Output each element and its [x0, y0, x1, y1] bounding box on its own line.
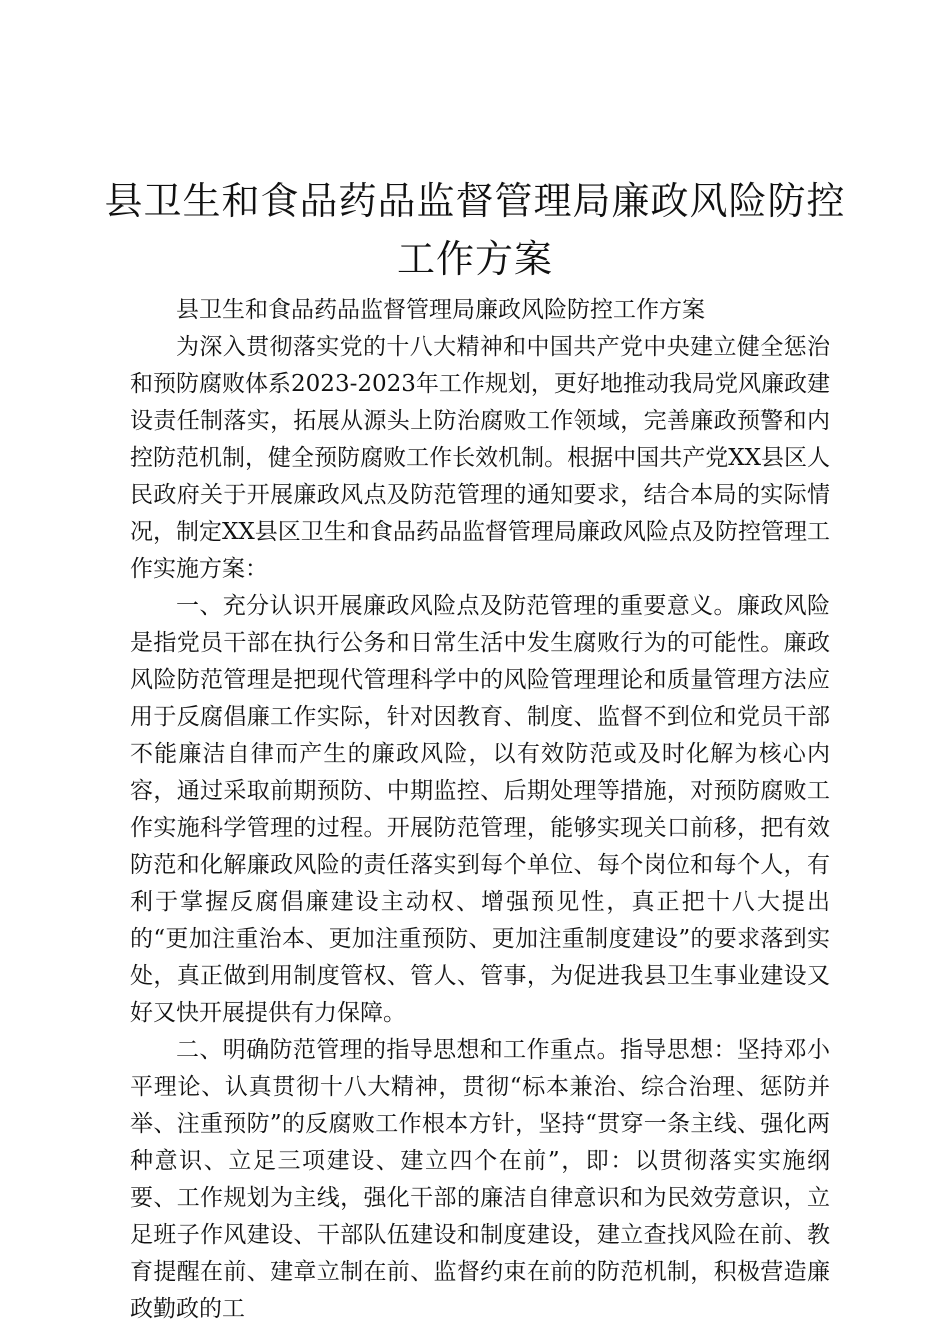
document-body	[130, 292, 830, 1328]
document-title: 县卫生和食品药品监督管理局廉政风险防控工作方案	[104, 179, 846, 281]
paragraph-subtitle: 县卫生和食品药品监督管理局廉政风险防控工作方案	[176, 297, 705, 323]
paragraph-section-1: 一、充分认识开展廉政风险点及防范管理的重要意义。廉政风险是指党员干部在执行公务和日常生活中发生腐败行为的可能性。廉政风险防范管理是把现代管理科学中的风险管理理论和质量管理方法应用于反腐倡廉工作实际，针对因教育、制度、监督不到位和党员干部不能廉洁自律而产生的廉政风险，以有效防范或及时化解为核心内容，通过采取前期预防、中期监控、后期处理等措施，对预防腐败工作实施科学管理的过程。开展防范管理，能够实现关口前移，把有效防范和化解廉政风险的责任落实到每个单位、每个岗位和每个人，有利于掌握反腐倡廉建设主动权、增强预见性，真正把十八大提出的“更加注重治本、更加注重预防、更加注重制度建设”的要求落到实处，真正做到用制度管权、管人、管事，为促进我县卫生事业建设又好又快开展提供有力保障。	[130, 593, 830, 1026]
paragraph-section-2: 二、明确防范管理的指导思想和工作重点。指导思想：坚持邓小平理论、认真贯彻十八大精神，贯彻“标本兼治、综合治理、惩防并举、注重预防”的反腐败工作根本方针，坚持“贯穿一条主线、强化两种意识、立足三项建设、建立四个在前”，即：以贯彻落实实施纲要、工作规划为主线，强化干部的廉洁自律意识和为民效劳意识，立足班子作风建设、干部队伍建设和制度建设，建立查找风险在前、教育提醒在前、建章立制在前、监督约束在前的防范机制，积极营造廉政勤政的工	[130, 1037, 830, 1322]
paragraph-intro: 为深入贯彻落实党的十八大精神和中国共产党中央建立健全惩治和预防腐败体系2023-2023年工作规划，更好地推动我局党风廉政建设责任制落实，拓展从源头上防治腐败工作领域，完善廉政预警和内控防范机制，健全预防腐败工作长效机制。根据中国共产党XX县区人民政府关于开展廉政风点及防范管理的通知要求，结合本局的实际情况，制定XX县区卫生和食品药品监督管理局廉政风险点及防控管理工作实施方案：	[130, 334, 830, 582]
